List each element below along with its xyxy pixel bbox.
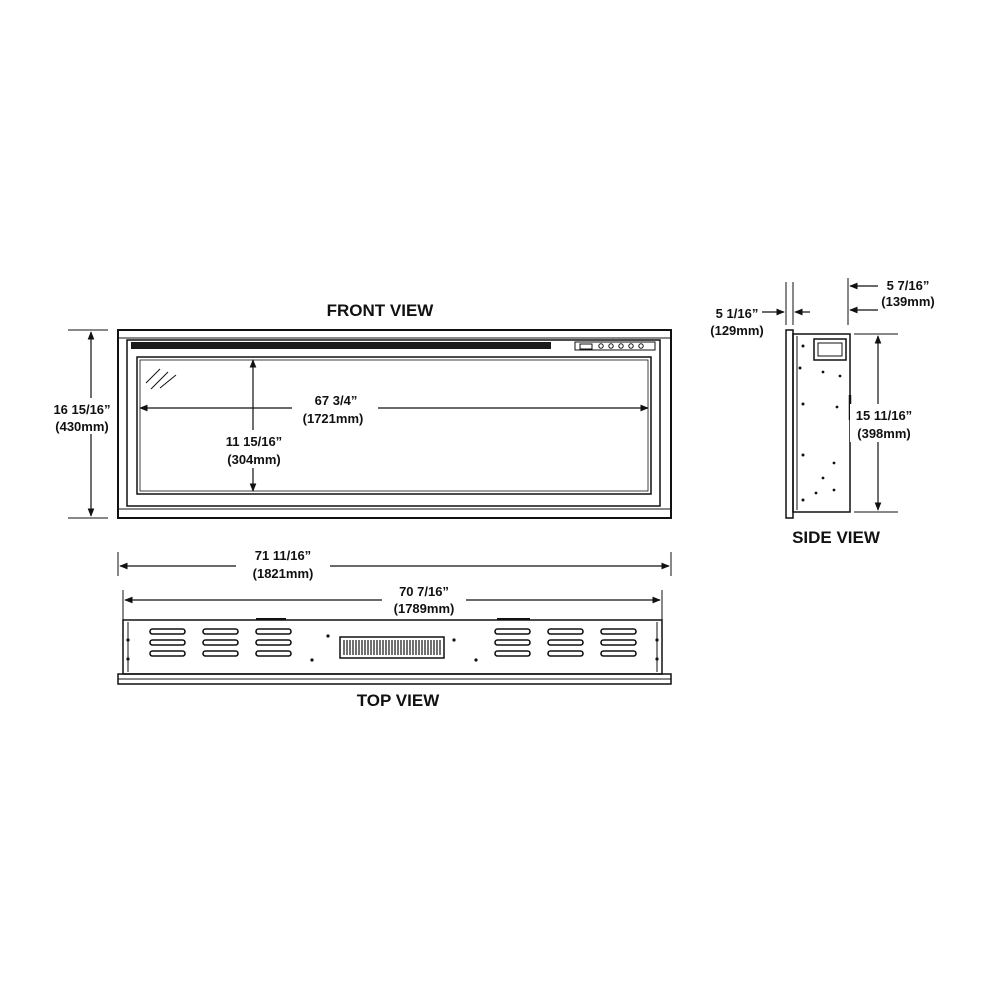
top-overall-width-metric: (1821mm) [252, 566, 314, 581]
top-view [118, 544, 671, 710]
top-body-width-metric: (1789mm) [393, 601, 455, 616]
front-view [45, 301, 671, 518]
side-view [710, 278, 934, 547]
side-control-box [814, 339, 846, 360]
top-overall-width-dimension [118, 544, 671, 584]
control-button-icon [619, 344, 623, 348]
control-button-icon [639, 344, 643, 348]
control-display-icon [580, 344, 592, 349]
front-viewing-height-imperial: 11 15/16” [225, 434, 283, 449]
control-buttons [599, 344, 643, 348]
front-viewing-width-dimension [140, 388, 648, 428]
side-front-trim [786, 330, 793, 518]
side-view-title: SIDE VIEW [792, 528, 880, 547]
glass-reflection-icon [146, 369, 176, 389]
side-frame-depth-metric: (129mm) [710, 323, 764, 338]
heater-grille-slats [344, 640, 440, 655]
side-overall-depth-dimension [848, 278, 935, 325]
side-body-height-imperial: 15 11/16” [855, 408, 913, 423]
top-body-width-dimension [123, 580, 662, 620]
control-button-icon [609, 344, 613, 348]
front-overall-height-imperial: 16 15/16” [53, 402, 111, 417]
front-glass-inner [140, 360, 648, 491]
front-overall-height-dimension [45, 330, 117, 518]
side-screws [799, 345, 842, 502]
top-view-title: TOP VIEW [356, 691, 440, 710]
side-control-box-inner [818, 343, 842, 356]
top-vents-right [495, 629, 636, 656]
front-bezel [127, 340, 660, 506]
control-button-icon [599, 344, 603, 348]
side-body-height-metric: (398mm) [857, 426, 911, 441]
front-viewing-height-dimension [214, 360, 294, 491]
side-frame-depth-dimension [710, 282, 810, 338]
top-body-width-imperial: 70 7/16” [399, 584, 449, 599]
front-outer-frame [118, 330, 671, 518]
front-view-title: FRONT VIEW [326, 301, 434, 320]
front-viewing-height-metric: (304mm) [227, 452, 281, 467]
control-button-icon [629, 344, 633, 348]
top-vents-left [150, 629, 291, 656]
front-control-strip [131, 342, 551, 349]
front-glass [137, 357, 651, 494]
side-frame-depth-imperial: 5 1/16” [715, 306, 759, 321]
front-viewing-width-metric: (1721mm) [302, 411, 364, 426]
side-body-height-dimension [850, 334, 916, 512]
side-overall-depth-imperial: 5 7/16” [886, 278, 930, 293]
front-overall-height-metric: (430mm) [55, 419, 109, 434]
side-overall-depth-metric: (139mm) [881, 294, 935, 309]
front-viewing-width-imperial: 67 3/4” [314, 393, 358, 408]
top-overall-width-imperial: 71 11/16” [254, 548, 312, 563]
